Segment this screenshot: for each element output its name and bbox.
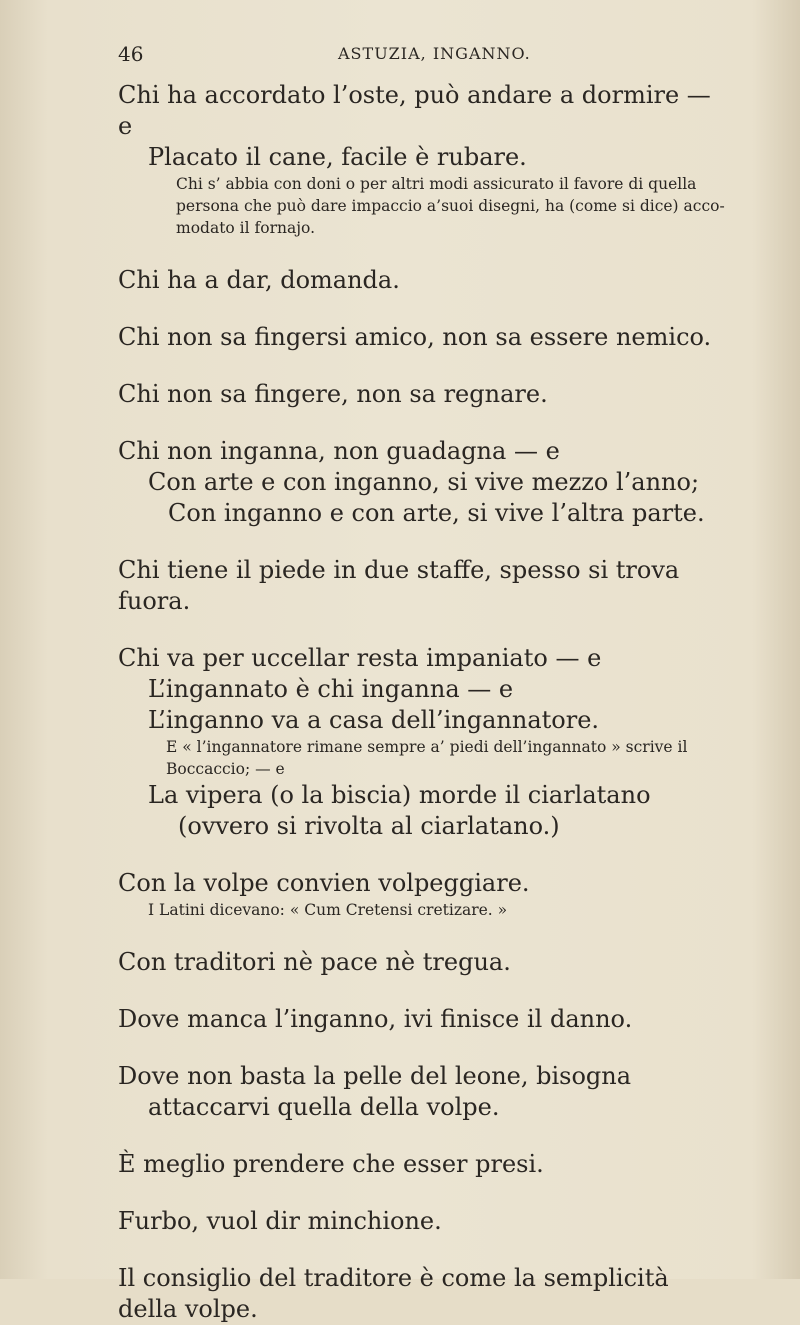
proverb: Chi ha a dar, domanda. xyxy=(118,266,400,294)
proverb: Con traditori nè pace nè tregua. xyxy=(118,948,511,976)
proverb: Con la volpe convien volpeggiare. xyxy=(118,869,530,897)
proverb-note: I Latini dicevano: « Cum Cretensi cretizare. » xyxy=(148,901,508,919)
proverb: Chi non inganna, non guadagna — e xyxy=(118,437,560,465)
proverb: Il consiglio del traditore è come la semplicità della volpe. xyxy=(118,1264,669,1323)
proverb-variant: Con inganno e con arte, si vive l’altra parte. xyxy=(168,499,705,527)
proverb: È meglio prendere che esser presi. xyxy=(118,1150,544,1178)
proverb: Chi tiene il piede in due staffe, spesso si trova fuora. xyxy=(118,556,680,615)
proverb: Chi non sa fingere, non sa regnare. xyxy=(118,380,548,408)
proverb-variant: L’ingannato è chi inganna — e xyxy=(148,675,514,703)
proverb: Chi ha accordato l’oste, può andare a dormire — e xyxy=(118,81,711,140)
proverb: Chi va per uccellar resta impaniato — e xyxy=(118,644,602,672)
proverb-list xyxy=(118,80,728,1325)
proverb: Chi non sa fingersi amico, non sa essere nemico. xyxy=(118,323,712,351)
running-title: ASTUZIA, INGANNO. xyxy=(338,44,531,63)
proverb-variant: L’inganno va a casa dell’ingannatore. xyxy=(148,706,600,734)
proverb-note: E « l’ingannatore rimane sempre a’ piedi dell’ingannato » scrive il Boccaccio; — e xyxy=(166,738,688,778)
proverb: Dove manca l’inganno, ivi finisce il danno. xyxy=(118,1005,633,1033)
proverb-variant: La vipera (o la biscia) morde il ciarlatano (ovvero si rivolta al ciarlatano.) xyxy=(148,781,651,840)
proverb: Dove non basta la pelle del leone, bisogna attaccarvi quella della volpe. xyxy=(118,1062,632,1121)
proverb-variant: Con arte e con inganno, si vive mezzo l’anno; xyxy=(148,468,700,496)
proverb-variant: Placato il cane, facile è rubare. xyxy=(148,143,527,171)
proverb-note: Chi s’ abbia con doni o per altri modi assicurato il favore di quella persona che può dare impaccio a’suoi disegni, ha (come si dice) acco-modato il fornajo. xyxy=(176,175,725,237)
page-header xyxy=(118,42,730,68)
proverb: Furbo, vuol dir minchione. xyxy=(118,1207,442,1235)
page-number: 46 xyxy=(118,42,144,66)
